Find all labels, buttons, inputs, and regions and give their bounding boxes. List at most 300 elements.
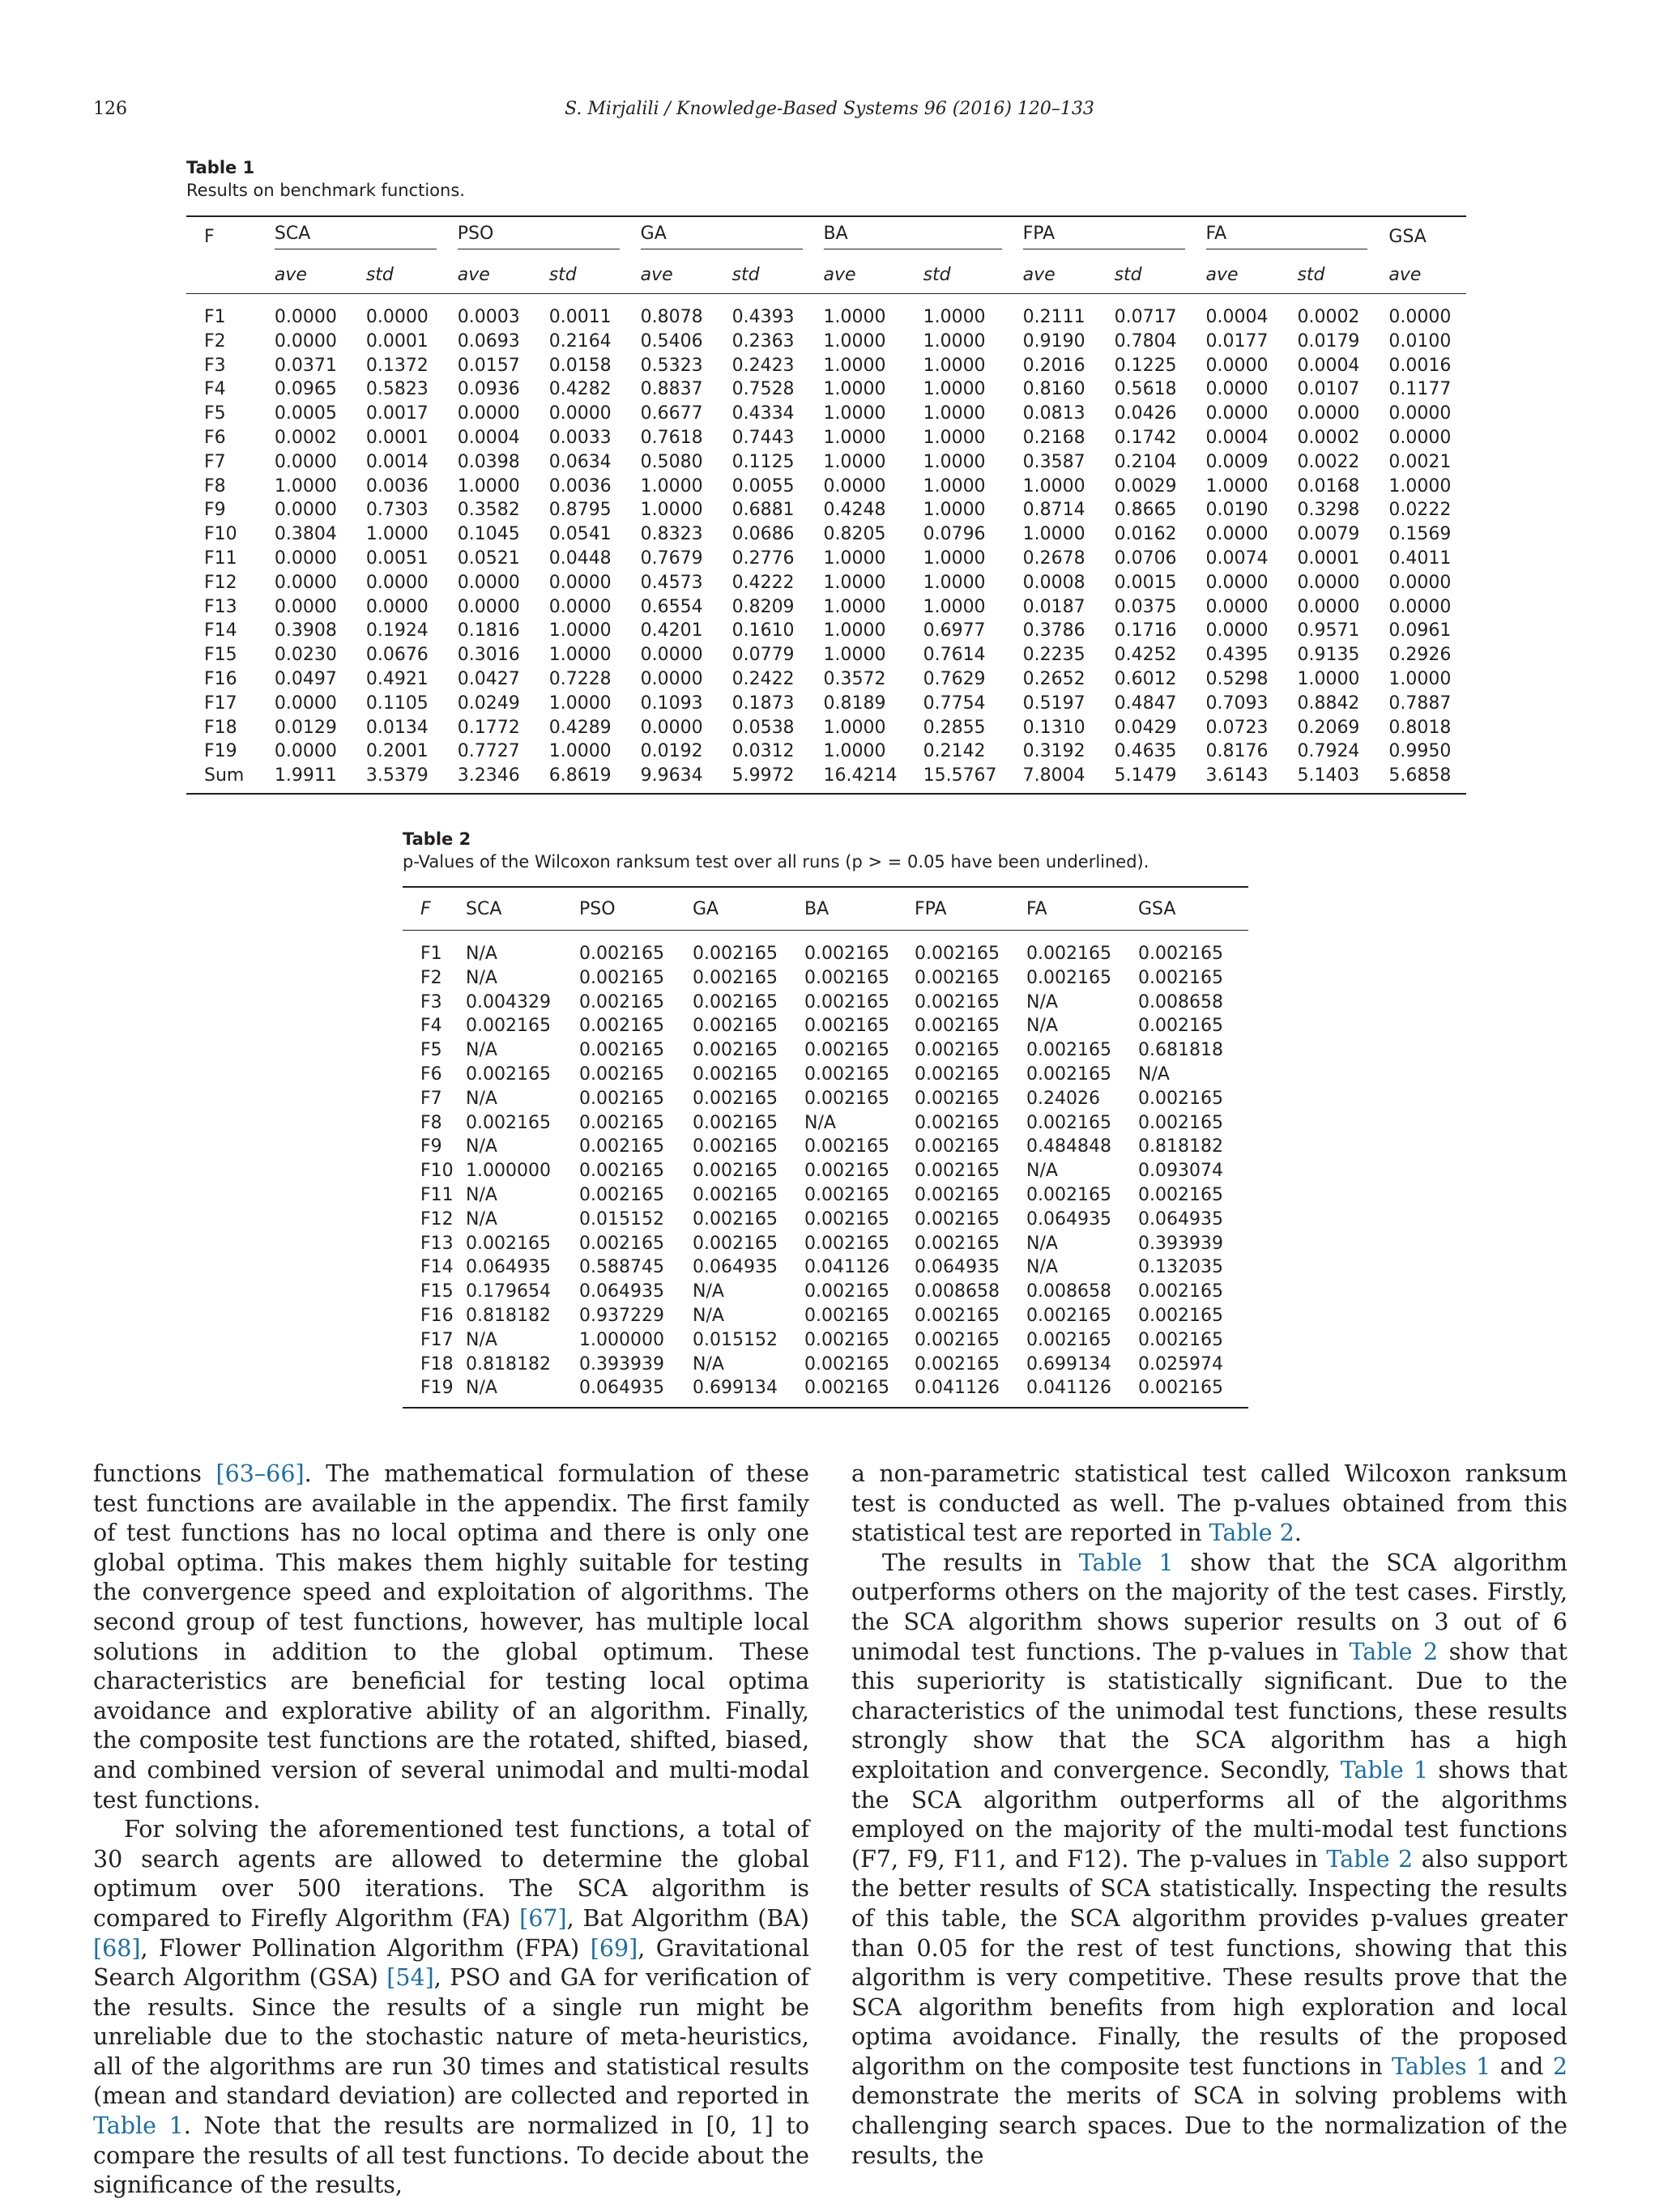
table1-cell: 9.9634 [640,765,703,786]
table2-row [403,931,1248,966]
reference-link[interactable]: [63–66] [215,1460,305,1487]
table2-row [403,1353,1248,1377]
table1-cell: 0.0717 [1114,307,1177,327]
page-header [0,99,1659,131]
table1-cell: 0.8795 [548,500,612,521]
table2-row-label: F14 [420,1257,454,1278]
table2-cell: 0.002165 [693,1208,778,1230]
table1-row [186,667,1466,692]
table1-cell: 0.0497 [274,668,337,689]
table1-cell: 0.3908 [274,620,337,641]
table2-cell: 0.002165 [579,991,664,1012]
table1-cell: 0.8176 [1205,741,1269,762]
reference-link[interactable]: Table 1 [1078,1549,1174,1576]
table1-cell: 0.0002 [274,427,337,448]
table1-label: Table 1 [186,158,255,177]
table2-row [403,1038,1248,1063]
table1-caption [186,156,465,202]
table2-cell: 0.179654 [466,1281,551,1302]
table2-cell: N/A [466,1378,497,1399]
table2-cell: 0.002165 [804,1161,889,1182]
table1-cell: 0.0000 [640,668,703,689]
table1-cell: 3.2346 [457,765,520,786]
table1-cell: 0.0230 [274,645,337,666]
table1-cell: 0.8209 [731,596,795,617]
reference-link[interactable]: Table 2 [1349,1638,1439,1665]
table2-cell: N/A [466,1136,497,1157]
table1-row [186,330,1466,354]
table1-cell: 0.0107 [1297,379,1360,400]
table1-row [186,595,1466,620]
table1-cell: 1.0000 [923,451,986,472]
table1-cell: 0.0448 [548,548,612,569]
table1-row [186,692,1466,716]
table2-cell: 0.818182 [1138,1136,1223,1157]
table2-cell: 0.002165 [804,1353,889,1375]
table1-cell: 0.0008 [1022,572,1085,593]
table1-cell: 0.0015 [1114,572,1177,593]
table1-row [186,764,1466,794]
table1-cell: 0.1177 [1388,379,1452,400]
table1-cell: 0.3016 [457,645,520,666]
table1-cell: 0.0000 [548,572,612,593]
table1-cell: 0.4252 [1114,645,1177,666]
table1-row [186,354,1466,378]
table1-cell: 0.0398 [457,451,520,472]
table1-cell: 1.0000 [548,645,612,666]
table1-cell: 1.0000 [923,330,986,352]
table1-cell: 1.0000 [823,620,886,641]
table1-cell: 0.0177 [1205,330,1269,352]
table1-cell: 0.0965 [274,379,337,400]
table1-cell: 1.0000 [923,572,986,593]
table1-cell: 1.0000 [548,693,612,714]
reference-link[interactable]: Tables 1 [1392,2052,1491,2080]
table1-alg-header: SCA [275,216,458,256]
table2-row-label: F16 [420,1305,454,1326]
table1-cell: 1.0000 [823,330,886,352]
table2-cell: N/A [693,1353,724,1375]
table1-cell: 0.0004 [1205,307,1269,327]
table1-cell: 0.0021 [1388,451,1452,472]
table1-cell: 0.0779 [731,645,795,666]
table1-cell: 1.0000 [1297,668,1360,689]
table1-cell: 0.0000 [1205,596,1269,617]
table2-cell: 0.002165 [1026,1112,1111,1133]
table2-cell: 0.002165 [693,1136,778,1157]
table1-cell: 0.4282 [548,379,612,400]
table2 [403,886,1248,1409]
table1-cell: 1.0000 [823,741,886,762]
table1-cell: 0.8189 [823,693,886,714]
paragraph: a non-parametric statistical test called Wilcoxon ranksum test is conducted as well. The p-values obtained from this statistical test are reported in Table 2. [851,1460,1567,1547]
table1-cell: 0.1225 [1114,355,1177,376]
table2-cell: 0.002165 [693,944,778,964]
table1-cell: 0.7093 [1205,693,1269,714]
table2-cell: 0.002165 [693,967,778,988]
table2-cell: 0.002165 [1138,1016,1223,1037]
table1-cell: 0.0055 [731,475,795,497]
table1-cell: 0.0003 [457,307,520,327]
table2-cell: N/A [1026,1233,1058,1254]
table2-cell: N/A [1026,1016,1058,1037]
table2-row [403,1280,1248,1304]
table2-header-cell: GSA [1138,887,1248,931]
table1-cell: 0.0157 [457,355,520,376]
table1-cell: 0.5618 [1114,379,1177,400]
reference-link[interactable]: Table 2 [1209,1519,1294,1547]
table2-cell: 0.002165 [915,1040,1000,1061]
table1-caption-text: Results on benchmark functions. [186,181,465,200]
table1-cell: 1.0000 [823,451,886,472]
table1-cell: 0.0000 [274,500,337,521]
table2-cell: N/A [466,944,497,964]
table1-cell: 0.1610 [731,620,795,641]
reference-link[interactable]: Table 1 [93,2112,184,2140]
table2-cell: 0.002165 [1138,944,1223,964]
table1-std-header: std [1115,256,1206,294]
table1-cell: 0.0004 [1205,427,1269,448]
table2-cell: 0.064935 [1138,1208,1223,1230]
table1-cell: 0.1716 [1114,620,1177,641]
table2-row [403,966,1248,991]
table2-row [403,1208,1248,1232]
table1-cell: 1.0000 [823,403,886,424]
table2-cell: N/A [466,967,497,988]
table1-cell: 0.0001 [365,330,429,352]
table1-cell: 15.5767 [923,765,997,786]
table1-cell: 1.0000 [823,379,886,400]
table1-cell: 0.0312 [731,741,795,762]
table2-header-cell: PSO [579,887,693,931]
table2-cell: 0.002165 [1026,1305,1111,1326]
table1-cell: 0.2652 [1022,668,1085,689]
table2-cell: 0.002165 [693,1112,778,1133]
table1-cell: 0.0014 [365,451,429,472]
table1-cell: 0.0000 [365,307,429,327]
table2-cell: 0.002165 [579,1184,664,1205]
table1-cell: 0.0187 [1022,596,1085,617]
table2-cell: 0.002165 [804,1305,889,1326]
table1-cell: 0.1816 [457,620,520,641]
reference-link[interactable]: [54] [386,1964,434,1992]
table1-ave-header: ave [641,256,732,294]
reference-link[interactable]: Table 2 [1326,1845,1414,1873]
table1-row-label: F4 [204,379,226,400]
table1-cell: 0.0134 [365,717,429,738]
table1-cell: 1.0000 [823,548,886,569]
table1-cell: 6.8619 [548,765,612,786]
table1-cell: 0.7303 [365,500,429,521]
table1-cell: 1.0000 [823,427,886,448]
table1-cell: 0.2235 [1022,645,1085,666]
table1-cell: 7.8004 [1022,765,1085,786]
table2-cell: 0.002165 [804,1281,889,1302]
table1-cell: 0.1045 [457,524,520,545]
table1-cell: 0.7618 [640,427,703,448]
table1-cell: 0.2168 [1022,427,1085,448]
table2-row-label: F19 [420,1378,454,1399]
table2-cell: 0.002165 [804,1088,889,1109]
paragraph: For solving the aforementioned test functions, a total of 30 search agents are allowed to determine the global optimum over 500 iterations. The SCA algorithm is compared to Firefly Algorithm (FA) [67], Bat Algorithm (BA) [68], Flower Pollination Algorithm (FPA) [69], Gravitational Search Algorithm (GSA) [54], PSO and GA for verification of the results. Since the results of a single run might be unreliable due to the stochastic nature of meta-heuristics, all of the algorithms are run 30 times and statistical results (mean and standard deviation) are collected and reported in Table 1. Note that the results are normalized in [0, 1] to compare the results of all test functions. To decide about the significance of the results, [93,1816,809,2199]
table2-row-label: F7 [420,1088,442,1109]
table1-cell: 1.0000 [923,548,986,569]
table2-row [403,1328,1248,1353]
table1-cell: 0.5080 [640,451,703,472]
table1-cell: 0.0051 [365,548,429,569]
table1-cell: 0.1125 [731,451,795,472]
table1-cell: 0.0796 [923,524,986,545]
table2-cell: 0.002165 [693,1040,778,1061]
table1-ave-header: ave [275,256,366,294]
table1-row [186,402,1466,426]
table1-cell: 0.0002 [1297,307,1360,327]
table2-header-cell: SCA [466,887,579,931]
table1-cell: 0.4289 [548,717,612,738]
table2-cell: 0.002165 [804,1063,889,1085]
table1-cell: 0.7443 [731,427,795,448]
table1-cell: 0.4334 [731,403,795,424]
page-number: 126 [93,99,127,119]
table1-cell: 0.1093 [640,693,703,714]
table2-cell: 0.002165 [915,1233,1000,1254]
table1-cell: 0.2855 [923,717,986,738]
table2-cell: 0.002165 [1026,1063,1111,1085]
table2-row-label: F18 [420,1353,454,1375]
table1-cell: 0.0017 [365,403,429,424]
table1-alg-header: PSO [458,216,641,256]
table2-cell: 0.002165 [1138,1112,1223,1133]
table1-cell: 0.3587 [1022,451,1085,472]
table1-cell: 0.0000 [1205,355,1269,376]
table1-cell: 5.6858 [1388,765,1452,786]
table1-cell: 0.2069 [1297,717,1360,738]
table2-cell: 0.002165 [1138,1281,1223,1302]
table1-cell: 0.9571 [1297,620,1360,641]
table1-cell: 1.0000 [1022,524,1085,545]
table1-cell: 0.7887 [1388,693,1452,714]
table1-ave-header: ave [1206,256,1298,294]
reference-link[interactable]: [68] [93,1934,141,1962]
table2-cell: 0.002165 [693,991,778,1012]
table2-cell: 0.002165 [804,1184,889,1205]
reference-link[interactable]: 2 [1552,2052,1567,2080]
table2-cell: 0.002165 [915,991,1000,1012]
table2-cell: N/A [1026,1257,1058,1278]
table1-cell: 0.0100 [1388,330,1452,352]
table1-cell: 1.0000 [1022,475,1085,497]
table1-row-label: F17 [204,693,237,714]
table2-cell: 0.002165 [804,1378,889,1399]
table2-cell: 0.699134 [1026,1353,1111,1375]
table2-cell: 0.002165 [804,1208,889,1230]
table2-cell: 0.002165 [466,1063,551,1085]
table1-cell: 0.0000 [274,451,337,472]
table2-cell: 0.393939 [1138,1233,1223,1254]
table1-cell: 0.6881 [731,500,795,521]
table1-cell: 1.0000 [923,379,986,400]
table1-cell: 0.5197 [1022,693,1085,714]
table2-row [403,1135,1248,1159]
table2-row [403,1255,1248,1280]
table1-cell: 0.0016 [1388,355,1452,376]
table2-header-cell: BA [804,887,915,931]
table2-cell: 0.002165 [915,1329,1000,1350]
table1-cell: 0.2142 [923,741,986,762]
table2-cell: 0.002165 [1138,967,1223,988]
table1-cell: 0.7727 [457,741,520,762]
table2-row-label: F5 [420,1040,442,1061]
table1-cell: 0.0634 [548,451,612,472]
table1-cell: 0.1310 [1022,717,1085,738]
table1-cell: 0.0249 [457,693,520,714]
table1-cell: 0.1772 [457,717,520,738]
table2-row-label: F11 [420,1184,454,1205]
table1-cell: 1.0000 [823,307,886,327]
table1-cell: 0.9950 [1388,741,1452,762]
table1-cell: 0.0000 [365,572,429,593]
table1-cell: 0.4248 [823,500,886,521]
table1-cell: 0.0000 [274,596,337,617]
table2-cell: 0.064935 [693,1257,778,1278]
table1-std-header: std [366,256,458,294]
table2-cell: 0.002165 [915,944,1000,964]
table1-row [186,426,1466,450]
table1-cell: 0.0000 [640,645,703,666]
table2-row-label: F6 [420,1063,442,1085]
table2-cell: N/A [1026,1161,1058,1182]
table2-cell: 0.002165 [804,1233,889,1254]
table2-caption-text: p-Values of the Wilcoxon ranksum test over all runs (p > = 0.05 have been underlined). [403,852,1149,872]
table1-cell: 1.0000 [640,500,703,521]
table2-cell: 0.002165 [579,967,664,988]
table1-cell: 0.0686 [731,524,795,545]
table1-cell: 1.0000 [823,645,886,666]
table1-cell: 1.0000 [823,355,886,376]
table1-row [186,547,1466,571]
table2-cell: 0.064935 [579,1281,664,1302]
table2-cell: N/A [466,1040,497,1061]
table1-cell: 0.0000 [1297,572,1360,593]
table1-cell: 0.7614 [923,645,986,666]
table2-cell: N/A [466,1329,497,1350]
table1-cell: 0.0000 [274,330,337,352]
table1-cell: 0.1569 [1388,524,1452,545]
table2-cell: 0.002165 [804,1329,889,1350]
table1-cell: 0.0000 [274,307,337,327]
table1-cell: 0.8323 [640,524,703,545]
table1-cell: 0.0029 [1114,475,1177,497]
table1-cell: 0.0158 [548,355,612,376]
table2-cell: 0.818182 [466,1353,551,1375]
table1-cell: 1.0000 [365,524,429,545]
table2-cell: 0.002165 [915,1208,1000,1230]
table2-caption [403,828,1149,873]
table1-cell: 0.0961 [1388,620,1452,641]
table2-cell: 0.002165 [579,1136,664,1157]
table1-cell: 1.0000 [923,500,986,521]
table1-subheader-row [186,256,1466,294]
table1-cell: 0.0371 [274,355,337,376]
table1-cell: 1.0000 [1388,668,1452,689]
table2-cell: 0.002165 [804,967,889,988]
table1-cell: 0.0000 [1297,403,1360,424]
table1-cell: 1.0000 [1388,475,1452,497]
table1-header-row [186,216,1466,256]
table2-cell: 0.008658 [1026,1281,1111,1302]
table2-cell: 0.24026 [1026,1088,1100,1109]
table2-cell: 0.484848 [1026,1136,1111,1157]
table1-row [186,571,1466,595]
table1-row-label: F11 [204,548,237,569]
table2-cell: 0.015152 [693,1329,778,1350]
table1-cell: 0.0723 [1205,717,1269,738]
table1-cell: 0.2001 [365,741,429,762]
table1-cell: 1.0000 [923,355,986,376]
table1-cell: 0.4393 [731,307,795,327]
reference-link[interactable]: [67] [519,1904,567,1932]
table1-cell: 1.0000 [640,475,703,497]
table1-cell: 1.0000 [548,741,612,762]
table1-cell: 0.0000 [1388,307,1452,327]
table2-row [403,1232,1248,1256]
table2-row-label: F1 [420,944,442,964]
reference-link[interactable]: [69] [590,1934,638,1962]
table2-cell: 0.002165 [579,1161,664,1182]
table1-cell: 0.0192 [640,741,703,762]
table1-cell: 0.0427 [457,668,520,689]
table1-cell: 0.7924 [1297,741,1360,762]
reference-link[interactable]: Table 1 [1340,1756,1429,1784]
table1-cell: 5.1479 [1114,765,1177,786]
table2-cell: 1.000000 [579,1329,664,1350]
table1-cell: 0.3786 [1022,620,1085,641]
table1-row [186,522,1466,547]
table1-row [186,294,1466,330]
table2-header-cell: F [403,887,466,931]
table2-row-label: F2 [420,967,442,988]
table2-cell: N/A [693,1281,724,1302]
table1-std-header: std [732,256,824,294]
table1-alg-header: GA [641,216,824,256]
table1-cell: 0.2164 [548,330,612,352]
table2-cell: N/A [804,1112,836,1133]
table1-cell: 0.3298 [1297,500,1360,521]
table1-cell: 0.0001 [1297,548,1360,569]
table2-cell: 0.025974 [1138,1353,1223,1375]
table2-cell: 0.002165 [579,944,664,964]
table2-cell: 0.002165 [466,1016,551,1037]
table2-cell: 0.002165 [804,944,889,964]
table1-cell: 0.0179 [1297,330,1360,352]
table2-cell: N/A [1138,1063,1170,1085]
table2-label: Table 2 [403,829,471,849]
table1-cell: 0.5823 [365,379,429,400]
table1-cell: 0.5298 [1205,668,1269,689]
table2-row-label: F3 [420,991,442,1012]
table1-cell: 0.5323 [640,355,703,376]
table2-cell: 0.002165 [466,1112,551,1133]
table2-cell: 0.064935 [1026,1208,1111,1230]
table1-cell: 0.4635 [1114,741,1177,762]
table2-row [403,1159,1248,1183]
table1-cell: 0.4573 [640,572,703,593]
table2-cell: 0.041126 [804,1257,889,1278]
table1-cell: 0.0429 [1114,717,1177,738]
table1-row-label: F7 [204,451,226,472]
table2-cell: N/A [693,1305,724,1326]
paragraph: functions [63–66]. The mathematical formulation of these test functions are available in the appendix. The first family of test functions has no local optima and there is only one global optima. This makes them highly suitable for testing the convergence speed and exploitation of algorithms. The second group of test functions, however, has multiple local solutions in addition to the global optimum. These characteristics are beneficial for testing local optima avoidance and explorative ability of an algorithm. Finally, the composite test functions are the rotated, shifted, biased, and combined version of several unimodal and multi-modal test functions. [93,1460,810,1813]
